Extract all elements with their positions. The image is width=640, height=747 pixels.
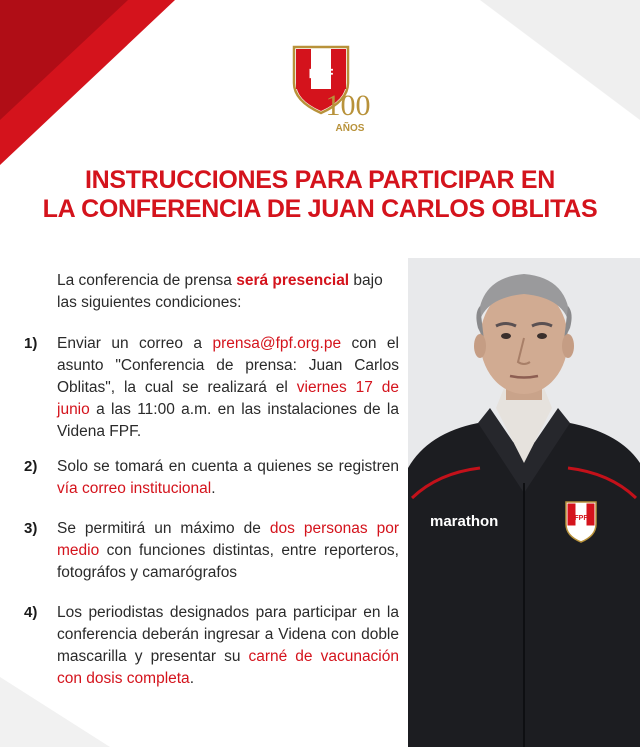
shield-text: FPF xyxy=(308,66,334,81)
instruction-item-3 xyxy=(24,518,404,584)
intro-highlight: será presencial xyxy=(236,272,350,289)
item-text: Solo se tomará en cuenta a quienes se registren vía correo institucional. xyxy=(57,458,399,497)
item-number: 2) xyxy=(24,458,38,475)
anniversary-label: AÑOS xyxy=(335,123,365,134)
channel-highlight: vía correo institucional xyxy=(57,480,212,497)
date-highlight: viernes 17 de junio xyxy=(57,379,400,418)
item-number: 3) xyxy=(24,520,38,537)
item-text: Los periodistas designados para participar en la conferencia deberán ingresar a Videna con doble mascarilla y presentar su carné de vacunación con dosis completa. xyxy=(57,604,399,687)
instruction-item-2 xyxy=(24,456,404,500)
item-text: Enviar un correo a prensa@fpf.org.pe con el asunto "Conferencia de prensa: Juan Carlos Oblitas", la cual se realizará el viernes 17 de junio a las 11:00 a.m. en las instalaciones de la Videna FPF. xyxy=(57,335,400,440)
instruction-item-1 xyxy=(24,333,404,443)
item-number: 4) xyxy=(24,604,38,621)
vaccination-highlight: carné de vacunación con dosis completa xyxy=(57,648,399,687)
title-line-2: LA CONFERENCIA DE JUAN CARLOS OBLITAS xyxy=(42,195,598,223)
instruction-item-4 xyxy=(24,602,404,690)
title-line-1: INSTRUCCIONES PARA PARTICIPAR EN xyxy=(84,166,556,194)
grey-corner-top-right xyxy=(480,0,640,120)
coach-photo xyxy=(408,258,640,747)
fpf-100-anos-logo xyxy=(290,45,390,137)
people-highlight: dos personas por medio xyxy=(57,520,399,559)
item-text: Se permitirá un máximo de dos personas por medio con funciones distintas, entre reporteros, fotográfos y camarógrafos xyxy=(57,520,399,581)
badge-text: FPF xyxy=(574,515,588,522)
anniversary-number: 100 xyxy=(325,89,371,122)
email-link[interactable]: prensa@fpf.org.pe xyxy=(212,335,342,352)
intro-paragraph: La conferencia de prensa será presencial bajo las siguientes condiciones: xyxy=(57,272,383,311)
item-number: 1) xyxy=(24,335,38,352)
jacket-brand: marathon xyxy=(430,513,499,530)
red-corner-shade xyxy=(0,0,128,120)
page-title xyxy=(0,166,640,224)
